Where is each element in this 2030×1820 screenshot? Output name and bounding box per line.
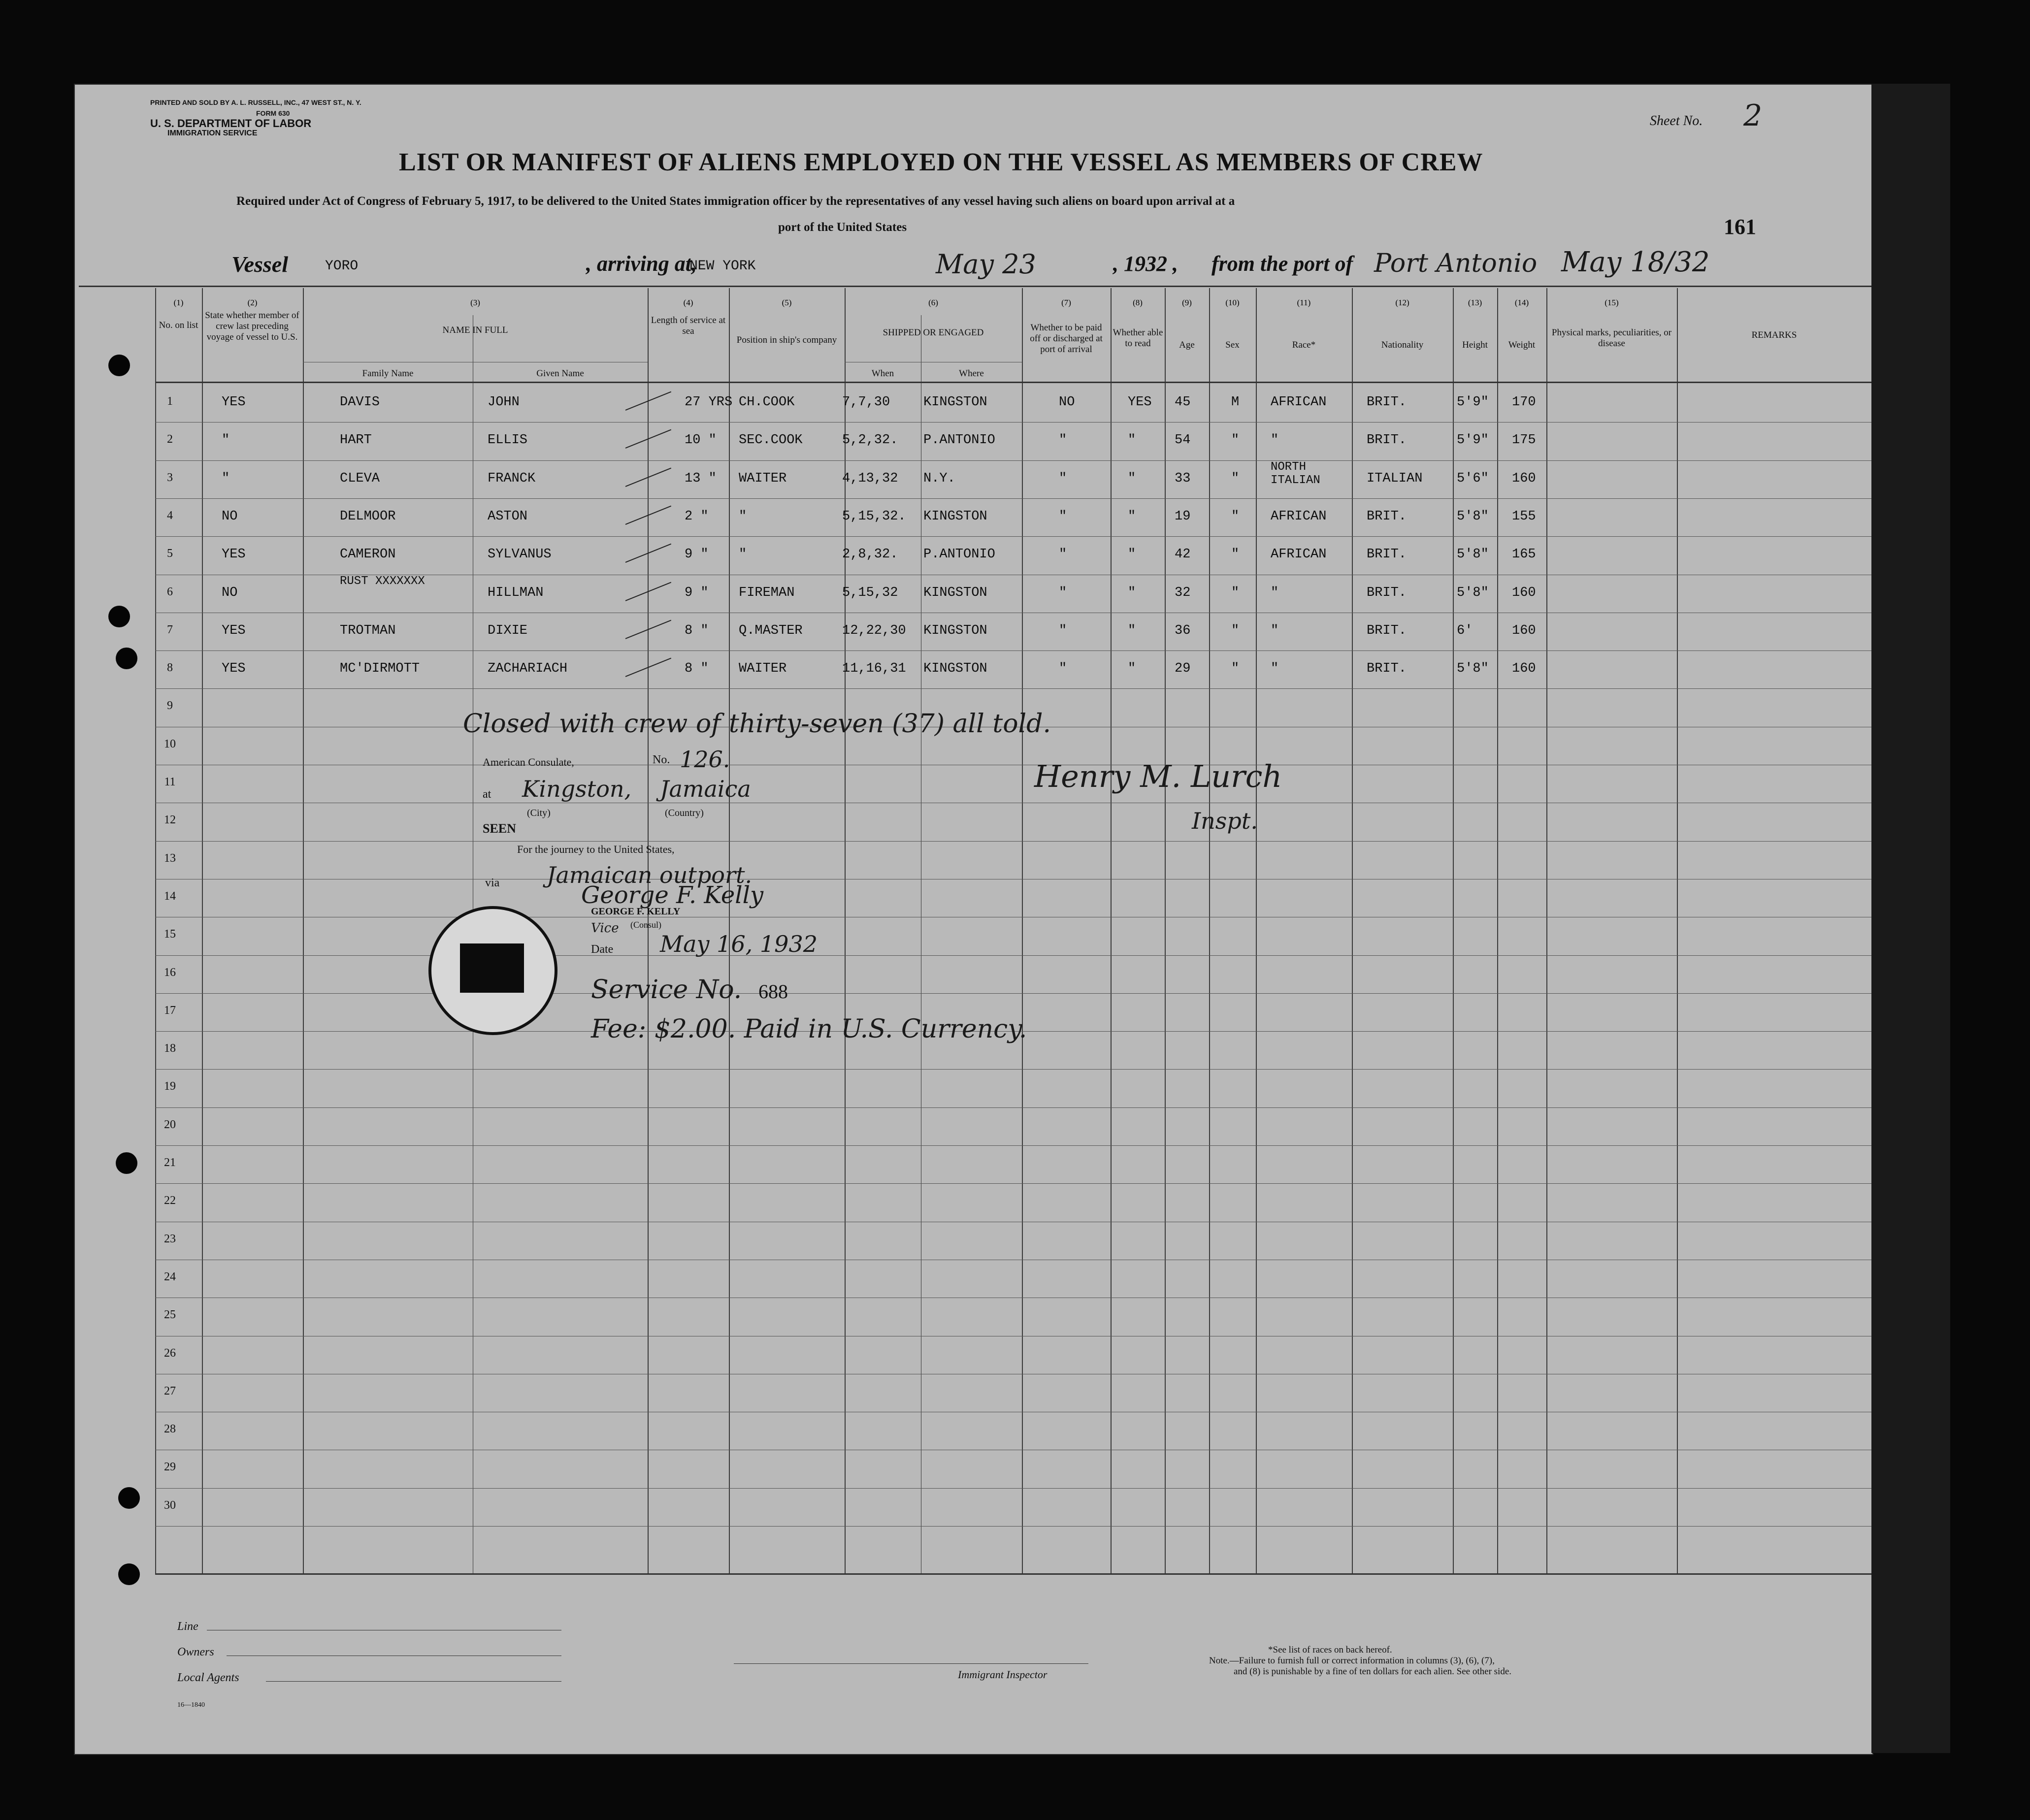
sex-cell: " — [1231, 661, 1240, 677]
weight-cell: 155 — [1512, 509, 1536, 524]
service-no: 688 — [758, 980, 788, 1003]
length-of-service-cell: 27 YRS — [685, 395, 733, 410]
page-title: LIST OR MANIFEST OF ALIENS EMPLOYED ON THE VESSEL AS MEMBERS OF CREW — [399, 148, 1483, 176]
binder-hole — [116, 648, 137, 669]
row-rule — [155, 536, 1871, 537]
closing-note: Closed with crew of thirty-seven (37) all told. — [463, 709, 1051, 739]
race-cell: " — [1271, 433, 1279, 448]
col-header-name: NAME IN FULL — [442, 325, 508, 335]
age-cell: 54 — [1175, 433, 1191, 448]
row-number: 4 — [167, 509, 173, 522]
sex-cell: " — [1231, 433, 1240, 448]
owners-label: Owners — [177, 1646, 214, 1658]
row-number: 22 — [164, 1194, 176, 1207]
col-header-where: Where — [959, 368, 984, 379]
given-name-cell: ASTON — [488, 509, 528, 524]
vessel-label: Vessel — [231, 252, 288, 277]
col-num-9: (9) — [1182, 298, 1192, 307]
row-number: 20 — [164, 1118, 176, 1131]
row-number: 6 — [167, 585, 173, 598]
binder-hole — [116, 1152, 137, 1174]
col-header-race: Race* — [1292, 340, 1316, 350]
able-to-read-cell: YES — [1128, 395, 1152, 410]
previous-voyage-cell: NO — [222, 509, 238, 524]
penalty-note-line-2: and (8) is punishable by a fine of ten dollars for each alien. See other side. — [1234, 1666, 1512, 1677]
race-cell: AFRICAN — [1271, 509, 1327, 524]
row-number: 11 — [164, 776, 176, 788]
age-cell: 45 — [1175, 395, 1191, 410]
row-rule — [155, 1526, 1871, 1527]
nationality-cell: BRIT. — [1367, 395, 1407, 410]
paid-off-cell: " — [1059, 471, 1067, 486]
binder-strip — [1871, 84, 1950, 1753]
paid-off-cell: " — [1059, 547, 1067, 562]
column-divider — [1165, 288, 1166, 1573]
weight-cell: 160 — [1512, 623, 1536, 638]
binder-hole — [118, 1563, 140, 1585]
col-header-family-name: Family Name — [362, 368, 414, 379]
nationality-cell: BRIT. — [1367, 433, 1407, 448]
able-to-read-cell: " — [1128, 547, 1136, 562]
col-num-2: (2) — [247, 298, 258, 307]
nationality-cell: BRIT. — [1367, 509, 1407, 524]
inspector-title: Inspt. — [1192, 808, 1258, 834]
column-divider — [1111, 288, 1112, 1573]
position-cell: Q.MASTER — [739, 623, 803, 638]
col-header-when: When — [871, 368, 894, 379]
binder-hole — [118, 1487, 140, 1509]
race-cell: AFRICAN — [1271, 395, 1327, 410]
height-cell: 5'8" — [1457, 661, 1489, 677]
nationality-cell: ITALIAN — [1367, 471, 1423, 486]
row-number: 13 — [164, 851, 176, 865]
shipped-when-cell: 2,8,32. — [842, 547, 898, 562]
nationality-cell: BRIT. — [1367, 547, 1407, 562]
shipped-where-cell: N.Y. — [923, 471, 955, 486]
journey-label: For the journey to the United States, — [517, 843, 675, 855]
col-header-physical-marks: Physical marks, peculiarities, or disease — [1551, 327, 1672, 349]
col-header-length-service: Length of service at sea — [651, 315, 726, 336]
column-divider — [1546, 288, 1547, 1573]
given-name-cell: FRANCK — [488, 471, 536, 486]
height-cell: 5'8" — [1457, 509, 1489, 524]
binder-hole — [108, 355, 130, 376]
sex-cell: " — [1231, 471, 1240, 486]
col-num-7: (7) — [1061, 298, 1071, 307]
age-cell: 36 — [1175, 623, 1191, 638]
col-num-13: (13) — [1468, 298, 1482, 307]
service-no-label: Service No. — [591, 975, 742, 1005]
sheet-label: Sheet No. — [1650, 113, 1703, 129]
height-cell: 5'8" — [1457, 585, 1489, 600]
row-rule — [155, 993, 1871, 994]
column-divider — [1497, 288, 1498, 1573]
length-of-service-cell: 8 " — [685, 623, 709, 638]
col-num-11: (11) — [1297, 298, 1311, 307]
given-name-cell: ZACHARIACH — [488, 661, 568, 677]
row-number: 9 — [167, 699, 173, 713]
position-cell: WAITER — [739, 471, 787, 486]
length-of-service-cell: 2 " — [685, 509, 709, 524]
row-rule — [155, 955, 1871, 956]
col-header-remarks: REMARKS — [1751, 330, 1797, 340]
column-divider — [648, 288, 649, 1573]
seen-label: SEEN — [483, 821, 516, 836]
family-name-cell: DAVIS — [340, 395, 380, 410]
shipped-where-cell: P.ANTONIO — [923, 433, 995, 448]
family-name-cell: CLEVA — [340, 471, 380, 486]
height-cell: 5'8" — [1457, 547, 1489, 562]
column-divider — [202, 288, 203, 1573]
row-number: 5 — [167, 547, 173, 560]
previous-voyage-cell: " — [222, 471, 230, 486]
row-number: 14 — [164, 889, 176, 903]
binder-hole — [108, 606, 130, 627]
shipped-where-cell: KINGSTON — [923, 395, 987, 410]
column-divider — [1677, 288, 1678, 1573]
age-cell: 32 — [1175, 585, 1191, 600]
able-to-read-cell: " — [1128, 471, 1136, 486]
previous-voyage-cell: YES — [222, 623, 246, 638]
arrival-port: NEW YORK — [689, 259, 756, 274]
length-of-service-cell: 9 " — [685, 585, 709, 600]
age-cell: 19 — [1175, 509, 1191, 524]
consul-vice: Vice — [591, 921, 619, 936]
row-rule — [155, 650, 1871, 651]
row-number: 2 — [167, 433, 173, 446]
consulate-at-label: at — [483, 788, 491, 801]
sex-cell: M — [1231, 395, 1240, 410]
given-name-cell: ELLIS — [488, 433, 528, 448]
paid-off-cell: " — [1059, 623, 1067, 638]
vessel-name: YORO — [325, 259, 359, 274]
previous-voyage-cell: YES — [222, 661, 246, 677]
given-name-cell: DIXIE — [488, 623, 528, 638]
col-num-8: (8) — [1133, 298, 1143, 307]
age-cell: 29 — [1175, 661, 1191, 677]
shipped-where-cell: P.ANTONIO — [923, 547, 995, 562]
race-cell: " — [1271, 585, 1279, 600]
row-number: 16 — [164, 966, 176, 979]
weight-cell: 170 — [1512, 395, 1536, 410]
col-num-14: (14) — [1514, 298, 1529, 307]
row-number: 28 — [164, 1423, 176, 1436]
col-header-weight: Weight — [1508, 340, 1536, 350]
shipped-when-cell: 12,22,30 — [842, 623, 906, 638]
race-cell: NORTH ITALIAN — [1271, 460, 1320, 487]
shipped-when-cell: 5,15,32 — [842, 585, 898, 600]
col-header-shipped: SHIPPED OR ENGAGED — [883, 327, 984, 338]
shipped-when-cell: 4,13,32 — [842, 471, 898, 486]
length-of-service-cell: 10 " — [685, 433, 717, 448]
row-number: 25 — [164, 1308, 176, 1322]
col-num-3: (3) — [470, 298, 480, 307]
shipped-where-cell: KINGSTON — [923, 585, 987, 600]
height-cell: 6' — [1457, 623, 1473, 638]
row-number: 29 — [164, 1461, 176, 1474]
age-cell: 33 — [1175, 471, 1191, 486]
position-cell: " — [739, 509, 747, 524]
col-header-able-to-read: Whether able to read — [1113, 327, 1163, 349]
from-port-label: from the port of — [1211, 252, 1353, 276]
row-number: 3 — [167, 471, 173, 484]
weight-cell: 160 — [1512, 471, 1536, 486]
via-label: via — [485, 877, 500, 889]
consulate-label: American Consulate, — [483, 756, 574, 768]
arrival-date: May 23 — [936, 249, 1036, 280]
col-header-nationality: Nationality — [1381, 340, 1424, 350]
col-header-age: Age — [1179, 340, 1195, 350]
vessel-line-rule — [79, 286, 1871, 287]
family-name-cell: RUST XXXXXXX — [340, 574, 425, 588]
family-name-cell: CAMERON — [340, 547, 396, 562]
sex-cell: " — [1231, 509, 1240, 524]
column-divider — [1256, 288, 1257, 1573]
row-number: 30 — [164, 1498, 176, 1512]
given-name-cell: HILLMAN — [488, 585, 544, 600]
age-cell: 42 — [1175, 547, 1191, 562]
shipped-where-cell: KINGSTON — [923, 623, 987, 638]
form-number: FORM 630 — [256, 109, 290, 117]
family-name-cell: TROTMAN — [340, 623, 396, 638]
column-divider — [303, 288, 304, 1573]
consulate-city: Kingston, — [522, 776, 632, 802]
inspector-signature: Henry M. Lurch — [1034, 758, 1282, 794]
col-header-paid-off: Whether to be paid off or discharged at port of arrival — [1030, 323, 1103, 355]
col-num-12: (12) — [1395, 298, 1409, 307]
consulate-visa-number: 126. — [680, 746, 730, 773]
row-rule — [155, 1183, 1871, 1184]
height-cell: 5'6" — [1457, 471, 1489, 486]
row-rule — [155, 1107, 1871, 1108]
inspector-signature-rule — [734, 1663, 1088, 1664]
paid-off-cell: " — [1059, 585, 1067, 600]
arrival-year: , 1932 , — [1113, 252, 1178, 276]
line-label: Line — [177, 1620, 198, 1633]
col-num-10: (10) — [1225, 298, 1240, 307]
shipped-when-cell: 7,7,30 — [842, 395, 890, 410]
printer-line: PRINTED AND SOLD BY A. L. RUSSELL, INC., 47 WEST ST., N. Y. — [150, 98, 361, 106]
paid-off-cell: " — [1059, 509, 1067, 524]
previous-voyage-cell: YES — [222, 395, 246, 410]
race-cell: " — [1271, 661, 1279, 677]
column-divider — [1209, 288, 1210, 1573]
row-rule — [155, 841, 1871, 842]
height-cell: 5'9" — [1457, 433, 1489, 448]
row-rule — [155, 1069, 1871, 1070]
penalty-note-line-1: Note.—Failure to furnish full or correct information in columns (3), (6), (7), — [1209, 1656, 1495, 1666]
subtitle-line-2: port of the United States — [778, 221, 907, 234]
row-number: 12 — [164, 813, 176, 827]
position-cell: " — [739, 547, 747, 562]
consul-signature: George F. Kelly — [581, 881, 764, 909]
nationality-cell: BRIT. — [1367, 661, 1407, 677]
height-cell: 5'9" — [1457, 395, 1489, 410]
department: U. S. DEPARTMENT OF LABOR — [150, 117, 312, 130]
able-to-read-cell: " — [1128, 661, 1136, 677]
row-number: 17 — [164, 1004, 176, 1017]
header-bottom-rule — [155, 382, 1871, 383]
weight-cell: 160 — [1512, 585, 1536, 600]
weight-cell: 165 — [1512, 547, 1536, 562]
column-divider — [1022, 288, 1023, 1573]
paid-off-cell: " — [1059, 661, 1067, 677]
race-cell: AFRICAN — [1271, 547, 1327, 562]
weight-cell: 160 — [1512, 661, 1536, 677]
able-to-read-cell: " — [1128, 433, 1136, 448]
page-number: 161 — [1724, 215, 1756, 239]
col-header-previous-voyage: State whether member of crew last preceding voyage of vessel to U.S. — [205, 310, 299, 342]
length-of-service-cell: 8 " — [685, 661, 709, 677]
local-agents-label: Local Agents — [177, 1671, 239, 1684]
row-number: 7 — [167, 623, 173, 636]
table-bottom-rule — [155, 1573, 1871, 1575]
position-cell: FIREMAN — [739, 585, 795, 600]
col-header-no: No. on list — [159, 320, 198, 330]
given-name-cell: JOHN — [488, 395, 520, 410]
row-number: 24 — [164, 1270, 176, 1283]
col-header-height: Height — [1462, 340, 1488, 350]
weight-cell: 175 — [1512, 433, 1536, 448]
country-caption: (Country) — [665, 808, 704, 818]
col-header-position: Position in ship's company — [736, 335, 837, 345]
row-rule — [155, 1488, 1871, 1489]
shipped-where-cell: KINGSTON — [923, 661, 987, 677]
subtitle-line-1: Required under Act of Congress of February 5, 1917, to be delivered to the United States immigration officer by the representatives of any vessel having such aliens on board upon arrival at a — [236, 195, 1235, 208]
row-rule — [155, 460, 1871, 461]
col-header-given-name: Given Name — [536, 368, 584, 379]
consulate-no-label: No. — [653, 753, 670, 766]
family-name-cell: MC'DIRMOTT — [340, 661, 420, 677]
previous-voyage-cell: " — [222, 433, 230, 448]
row-number: 10 — [164, 737, 176, 750]
consul-caption: (Consul) — [630, 920, 661, 930]
sex-cell: " — [1231, 585, 1240, 600]
service-name: IMMIGRATION SERVICE — [167, 129, 258, 137]
able-to-read-cell: " — [1128, 585, 1136, 600]
row-number: 21 — [164, 1156, 176, 1169]
col-num-1: (1) — [173, 298, 184, 307]
row-rule — [155, 498, 1871, 499]
row-number: 8 — [167, 661, 173, 675]
consul-printed-name: GEORGE F. KELLY — [591, 906, 681, 917]
row-number: 26 — [164, 1346, 176, 1360]
departure-date: May 18/32 — [1561, 246, 1710, 278]
shipped-when-cell: 11,16,31 — [842, 661, 906, 677]
fee-note: Fee: $2.00. Paid in U.S. Currency. — [591, 1014, 1027, 1044]
nationality-cell: BRIT. — [1367, 585, 1407, 600]
paid-off-cell: " — [1059, 433, 1067, 448]
race-cell: " — [1271, 623, 1279, 638]
column-divider — [1453, 288, 1454, 1573]
row-number: 23 — [164, 1232, 176, 1245]
row-rule — [155, 688, 1871, 689]
shipped-when-cell: 5,2,32. — [842, 433, 898, 448]
previous-voyage-cell: YES — [222, 547, 246, 562]
row-number: 27 — [164, 1384, 176, 1398]
col-num-15: (15) — [1604, 298, 1619, 307]
fee-stamp — [460, 943, 524, 993]
form-code: 16—1840 — [177, 1701, 205, 1709]
city-caption: (City) — [527, 808, 551, 818]
paid-off-cell: NO — [1059, 395, 1075, 410]
able-to-read-cell: " — [1128, 623, 1136, 638]
row-number: 18 — [164, 1042, 176, 1055]
col-num-4: (4) — [683, 298, 693, 307]
col-num-6: (6) — [928, 298, 938, 307]
departure-port: Port Antonio — [1374, 249, 1538, 278]
position-cell: WAITER — [739, 661, 787, 677]
family-name-cell: HART — [340, 433, 372, 448]
agents-field-rule — [266, 1681, 561, 1682]
col-header-sex: Sex — [1225, 340, 1240, 350]
given-name-cell: SYLVANUS — [488, 547, 552, 562]
inspector-caption: Immigrant Inspector — [958, 1668, 1048, 1681]
position-cell: CH.COOK — [739, 395, 795, 410]
row-number: 1 — [167, 395, 173, 408]
nationality-cell: BRIT. — [1367, 623, 1407, 638]
sex-cell: " — [1231, 547, 1240, 562]
sex-cell: " — [1231, 623, 1240, 638]
column-divider — [1352, 288, 1353, 1573]
length-of-service-cell: 9 " — [685, 547, 709, 562]
shipped-where-cell: KINGSTON — [923, 509, 987, 524]
row-rule — [155, 1145, 1871, 1146]
sheet-number: 2 — [1743, 98, 1763, 133]
previous-voyage-cell: NO — [222, 585, 238, 600]
arriving-label: , arriving at, — [586, 252, 697, 276]
position-cell: SEC.COOK — [739, 433, 803, 448]
consulate-country: Jamaica — [660, 776, 751, 802]
family-name-cell: DELMOOR — [340, 509, 396, 524]
via-port: Jamaican outport. — [547, 862, 753, 888]
visa-date: May 16, 1932 — [660, 931, 818, 957]
visa-date-label: Date — [591, 943, 614, 956]
col-num-5: (5) — [782, 298, 792, 307]
able-to-read-cell: " — [1128, 509, 1136, 524]
consulate-seal — [428, 906, 557, 1035]
row-number: 19 — [164, 1080, 176, 1093]
races-footnote: *See list of races on back hereof. — [1268, 1645, 1392, 1655]
row-number: 15 — [164, 928, 176, 941]
shipped-when-cell: 5,15,32. — [842, 509, 906, 524]
length-of-service-cell: 13 " — [685, 471, 717, 486]
